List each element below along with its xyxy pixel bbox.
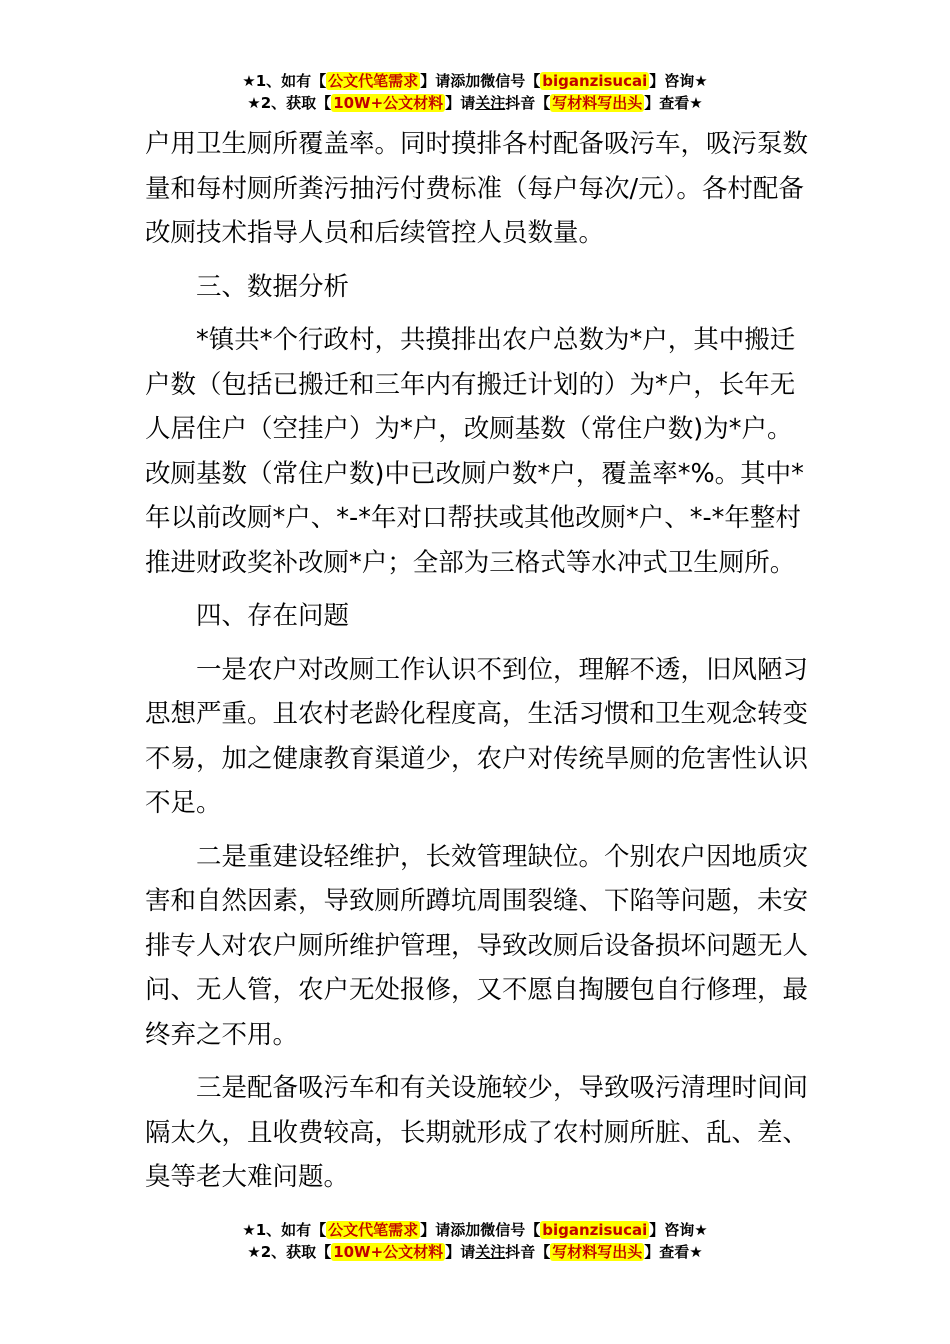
paragraph-continuation: 户用卫生厕所覆盖率。同时摸排各村配备吸污车，吸污泵数量和每村厕所粪污抽污付费标准（每户每次/元）。各村配备改厕技术指导人员和后续管控人员数量。 [145, 129, 809, 248]
banner-highlight: 写材料写出头 [552, 1243, 643, 1261]
banner-text: 】请添加微信号【 [420, 1221, 541, 1239]
banner-highlight: 10W+公文材料 [333, 1243, 444, 1261]
document-body [145, 122, 810, 1200]
banner-text: 】请 [445, 94, 476, 112]
banner-text: 】请 [445, 1243, 476, 1261]
section-heading-issues: 四、存在问题 [196, 601, 350, 631]
banner-highlight: 10W+公文材料 [333, 94, 444, 112]
banner-underlined-text: 关注 [475, 94, 506, 112]
banner-underlined-text: 关注 [475, 1243, 506, 1261]
banner-line-1 [0, 70, 950, 92]
banner-highlight: biganzisucai [542, 72, 648, 90]
banner-text: 】咨询★ [649, 72, 708, 90]
banner-highlight: 写材料写出头 [552, 94, 643, 112]
banner-text: 抖音【 [505, 1243, 551, 1261]
banner-text: 】请添加微信号【 [420, 72, 541, 90]
banner-line-1 [0, 1219, 950, 1241]
banner-line-2 [0, 1241, 950, 1263]
banner-text: 】查看★ [644, 1243, 703, 1261]
banner-text: 】查看★ [644, 94, 703, 112]
banner-highlight: biganzisucai [542, 1221, 648, 1239]
banner-text: ★1、如有【 [242, 1221, 327, 1239]
banner-text: 抖音【 [505, 94, 551, 112]
top-banner [0, 70, 950, 114]
paragraph-issue-1: 一是农户对改厕工作认识不到位，理解不透，旧风陋习思想严重。且农村老龄化程度高，生活习惯和卫生观念转变不易，加之健康教育渠道少，农户对传统旱厕的危害性认识不足。 [145, 654, 809, 818]
banner-text: 】咨询★ [649, 1221, 708, 1239]
banner-text: ★2、获取【 [247, 1243, 332, 1261]
banner-text: ★2、获取【 [247, 94, 332, 112]
banner-highlight: 公文代笔需求 [328, 1221, 419, 1239]
bottom-banner [0, 1219, 950, 1263]
banner-text: ★1、如有【 [242, 72, 327, 90]
banner-highlight: 公文代笔需求 [328, 72, 419, 90]
section-heading-data-analysis: 三、数据分析 [196, 271, 350, 302]
paragraph-issue-2: 二是重建设轻维护，长效管理缺位。个别农户因地质灾害和自然因素，导致厕所蹲坑周围裂缝、下陷等问题，未安排专人对农户厕所维护管理，导致改厕后设备损坏问题无人问、无人管，农户无处报修，又不愿自掏腰包自行修理，最终弃之不用。 [145, 841, 809, 1050]
banner-line-2 [0, 92, 950, 114]
paragraph-data-analysis: *镇共*个行政村，共摸排出农户总数为*户，其中搬迁户数（包括已搬迁和三年内有搬迁计划的）为*户，长年无人居住户（空挂户）为*户，改厕基数（常住户数)为*户。改厕基数（常住户数)中已改厕户数*户，覆盖率*%。其中*年以前改厕*户、*-*年对口帮扶或其他改厕*户、*-*年整村推进财政奖补改厕*户；全部为三格式等水冲式卫生厕所。 [145, 325, 804, 578]
paragraph-issue-3: 三是配备吸污车和有关设施较少，导致吸污清理时间间隔太久，且收费较高，长期就形成了农村厕所脏、乱、差、臭等老大难问题。 [145, 1073, 809, 1192]
